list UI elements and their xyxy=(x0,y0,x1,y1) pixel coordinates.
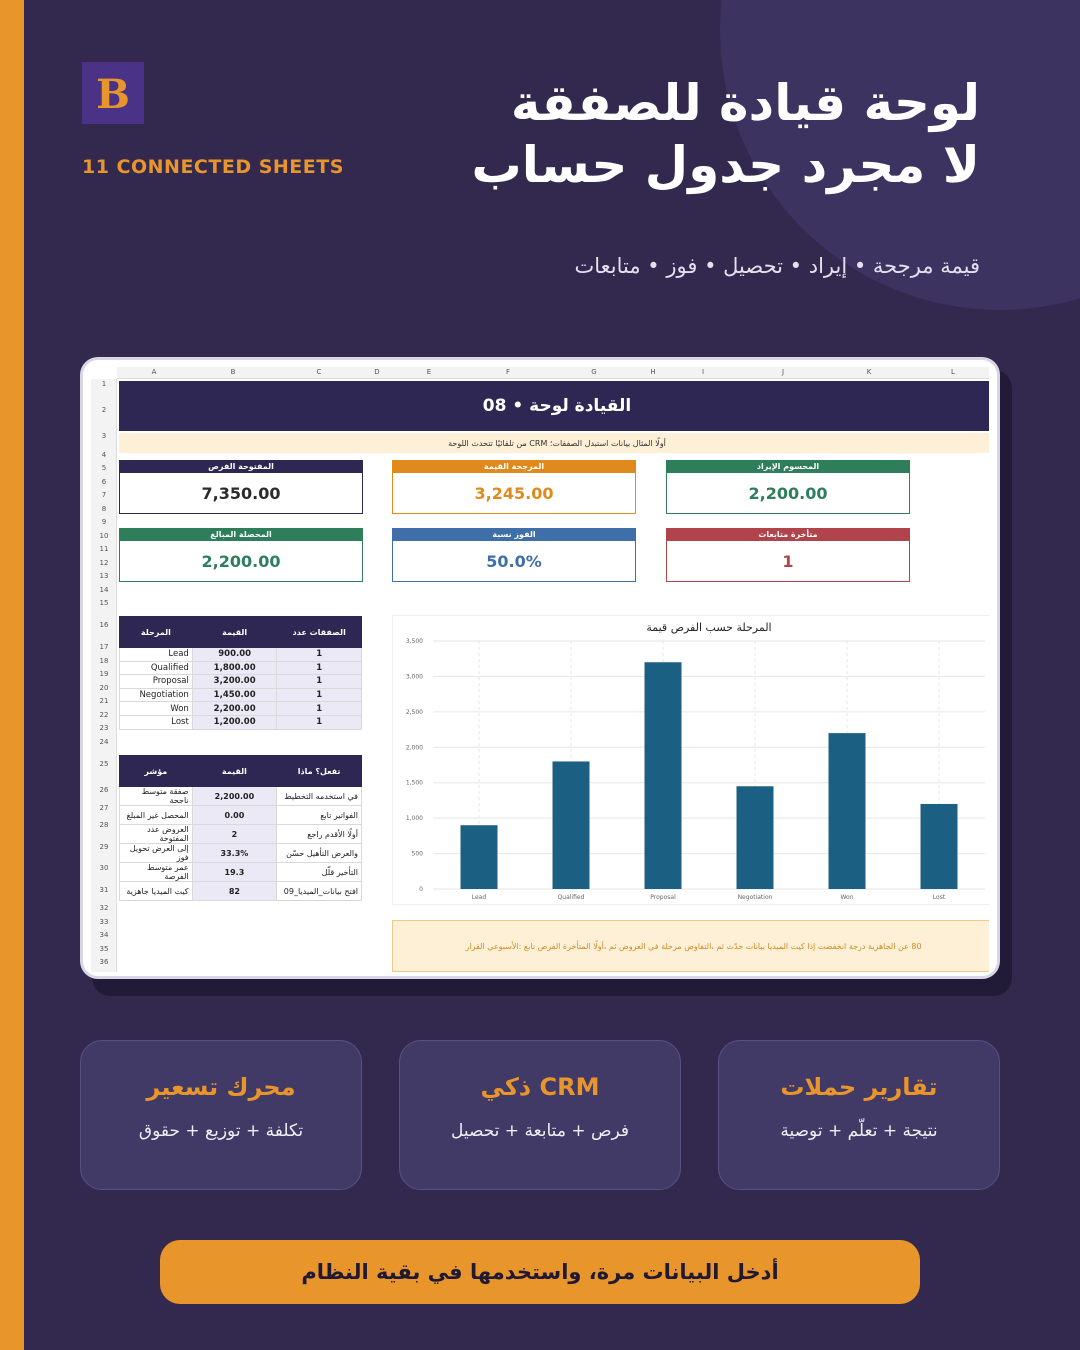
kpi-label: المفتوحة الفرص xyxy=(119,460,363,473)
kpi-card xyxy=(392,528,636,582)
stage-cell-stage: Lost xyxy=(120,715,193,729)
row-header: 4 xyxy=(101,451,107,459)
stage-cell-stage: Proposal xyxy=(120,675,193,689)
row-header: 3 xyxy=(101,432,107,440)
row-header: 23 xyxy=(99,724,109,732)
stage-table-header-count: الصفقات عدد xyxy=(277,617,362,648)
kpi-label: المحصلة المبالغ xyxy=(119,528,363,541)
table-row xyxy=(120,882,362,901)
brand-logo xyxy=(82,62,144,124)
weekly-decision-callout: 80 عن الجاهزية درجة انخفضت إذا كيت الميديا بيانات حدّث ثم ،التفاوض مرحلة في العروض ثم ،أولًا المتأخرة الفرص تابع :الأسبوعي القرار xyxy=(392,920,989,972)
metric-table-header-action: تفعل؟ ماذا xyxy=(277,756,362,787)
row-header: 14 xyxy=(99,586,109,594)
stage-cell-value: 1,800.00 xyxy=(192,661,277,675)
table-row xyxy=(120,702,362,716)
kpi-label: المرجحة القيمة xyxy=(392,460,636,473)
x-tick-label: Lost xyxy=(932,894,946,901)
row-header: 5 xyxy=(101,464,107,472)
column-header: A xyxy=(151,368,157,376)
column-headers xyxy=(117,367,989,379)
page-subtitle: قيمة مرجحة • إيراد • تحصيل • فوز • متابعات xyxy=(574,254,980,278)
row-header: 6 xyxy=(101,478,107,486)
table-row xyxy=(120,825,362,844)
stage-cell-value: 3,200.00 xyxy=(192,675,277,689)
row-header: 27 xyxy=(99,804,109,812)
metric-cell-action: أولًا الأقدم راجع xyxy=(277,825,362,844)
chart-title: المرحلة حسب الفرص قيمة xyxy=(646,621,772,634)
stage-cell-stage: Negotiation xyxy=(120,688,193,702)
row-header: 10 xyxy=(99,532,109,540)
metric-cell-action: والعرض التأهيل حسّن xyxy=(277,844,362,863)
y-tick-label: 2,500 xyxy=(405,708,423,716)
row-header: 24 xyxy=(99,738,109,746)
x-tick-label: Negotiation xyxy=(737,894,773,901)
metric-cell-value: 2 xyxy=(192,825,277,844)
stage-cell-count: 1 xyxy=(277,715,362,729)
row-header: 26 xyxy=(99,786,109,794)
row-header: 9 xyxy=(101,518,107,526)
stage-table-header-stage: المرحلة xyxy=(120,617,193,648)
column-header: I xyxy=(701,368,705,376)
y-tick-label: 3,000 xyxy=(405,673,423,681)
metric-cell-metric: إلى العرض تحويل فوز xyxy=(120,844,193,863)
table-row xyxy=(120,648,362,662)
kpi-value: 7,350.00 xyxy=(119,473,363,514)
column-header: C xyxy=(316,368,322,376)
tagline: 11 CONNECTED SHEETS xyxy=(82,156,344,178)
kpi-value: 3,245.00 xyxy=(392,473,636,514)
stage-table xyxy=(119,616,362,730)
stage-cell-count: 1 xyxy=(277,648,362,662)
metric-table-header-value: القيمة xyxy=(192,756,277,787)
metric-cell-metric: عمر متوسط الفرصة xyxy=(120,863,193,882)
cta-banner: أدخل البيانات مرة، واستخدمها في بقية النظام xyxy=(160,1240,920,1304)
table-row xyxy=(120,661,362,675)
row-header: 36 xyxy=(99,958,109,966)
x-tick-label: Lead xyxy=(471,894,487,901)
stage-cell-stage: Won xyxy=(120,702,193,716)
y-tick-label: 500 xyxy=(411,850,423,858)
bar-lost xyxy=(921,804,958,889)
column-header: D xyxy=(374,368,380,376)
row-header: 13 xyxy=(99,572,109,580)
metric-cell-action: في استخدمه التخطيط xyxy=(277,787,362,806)
kpi-value: 2,200.00 xyxy=(666,473,910,514)
row-header: 34 xyxy=(99,931,109,939)
metric-cell-value: 33.3% xyxy=(192,844,277,863)
card-smart-crm xyxy=(399,1040,681,1190)
x-tick-label: Qualified xyxy=(557,894,585,901)
stage-cell-count: 1 xyxy=(277,702,362,716)
stage-cell-stage: Qualified xyxy=(120,661,193,675)
row-header: 12 xyxy=(99,559,109,567)
table-row xyxy=(120,844,362,863)
bar-qualified xyxy=(553,761,590,889)
row-header: 16 xyxy=(99,621,109,629)
stage-cell-value: 1,450.00 xyxy=(192,688,277,702)
page-title-line-1: لوحة قيادة للصفقة xyxy=(510,74,980,132)
stage-cell-count: 1 xyxy=(277,661,362,675)
stage-cell-count: 1 xyxy=(277,675,362,689)
dashboard-banner: القيادة لوحة • 08 xyxy=(119,381,989,431)
y-tick-label: 1,500 xyxy=(405,779,423,787)
stage-table-header-value: القيمة xyxy=(192,617,277,648)
row-header: 22 xyxy=(99,711,109,719)
kpi-card xyxy=(666,528,910,582)
spreadsheet-grid xyxy=(91,367,989,972)
card-title: CRM ذكي xyxy=(480,1073,600,1101)
row-header: 35 xyxy=(99,945,109,953)
stage-cell-stage: Lead xyxy=(120,648,193,662)
metric-cell-value: 82 xyxy=(192,882,277,901)
metric-cell-action: التأخير قلّل xyxy=(277,863,362,882)
column-header: H xyxy=(650,368,656,376)
bar-lead xyxy=(461,825,498,889)
table-row xyxy=(120,806,362,825)
row-header: 20 xyxy=(99,684,109,692)
kpi-card xyxy=(119,528,363,582)
column-header: K xyxy=(866,368,872,376)
row-header: 15 xyxy=(99,599,109,607)
table-row xyxy=(120,688,362,702)
row-header: 21 xyxy=(99,697,109,705)
left-accent-bar xyxy=(0,0,24,1350)
card-subtitle: فرص + متابعة + تحصيل xyxy=(450,1121,630,1141)
page-title xyxy=(471,72,980,196)
page-title-line-2: لا مجرد جدول حساب xyxy=(471,136,980,194)
row-header: 28 xyxy=(99,821,109,829)
metric-table xyxy=(119,755,362,901)
bar-negotiation xyxy=(737,786,774,889)
row-header: 7 xyxy=(101,491,107,499)
row-header: 31 xyxy=(99,886,109,894)
row-header: 8 xyxy=(101,505,107,513)
stage-cell-count: 1 xyxy=(277,688,362,702)
spreadsheet-preview xyxy=(80,357,1000,979)
table-row xyxy=(120,787,362,806)
metric-table-header-metric: مؤشر xyxy=(120,756,193,787)
row-header: 1 xyxy=(101,380,107,388)
bar-proposal xyxy=(645,662,682,889)
column-header: J xyxy=(781,368,785,376)
kpi-card xyxy=(392,460,636,514)
kpi-label: متأخرة متابعات xyxy=(666,528,910,541)
card-campaign-reports xyxy=(718,1040,1000,1190)
column-header: G xyxy=(591,368,597,376)
x-tick-label: Proposal xyxy=(650,894,676,901)
row-header: 17 xyxy=(99,643,109,651)
row-header: 32 xyxy=(99,904,109,912)
metric-cell-action: افتح بيانات_الميديا_09 xyxy=(277,882,362,901)
table-row xyxy=(120,715,362,729)
column-header: B xyxy=(230,368,236,376)
table-row xyxy=(120,863,362,882)
card-title: محرك تسعير xyxy=(146,1073,296,1101)
card-subtitle: تكلفة + توزيع + حقوق xyxy=(138,1121,304,1141)
row-header: 2 xyxy=(101,406,107,414)
stage-value-chart xyxy=(392,615,989,905)
logo-b-icon xyxy=(93,70,133,116)
row-header: 18 xyxy=(99,657,109,665)
row-header: 25 xyxy=(99,760,109,768)
column-header: L xyxy=(951,368,955,376)
svg-text:B: B xyxy=(96,71,130,116)
y-tick-label: 2,000 xyxy=(405,744,423,752)
card-subtitle: نتيجة + تعلّم + توصية xyxy=(780,1121,938,1141)
row-header: 11 xyxy=(99,545,109,553)
kpi-card xyxy=(666,460,910,514)
row-headers xyxy=(91,379,117,972)
metric-cell-metric: كيت الميديا جاهزية xyxy=(120,882,193,901)
table-row xyxy=(120,675,362,689)
y-tick-label: 0 xyxy=(419,886,423,893)
column-header: E xyxy=(426,368,432,376)
metric-cell-value: 19.3 xyxy=(192,863,277,882)
row-header: 30 xyxy=(99,864,109,872)
kpi-value: 2,200.00 xyxy=(119,541,363,582)
column-header: F xyxy=(505,368,511,376)
card-title: تقارير حملات xyxy=(780,1073,938,1101)
kpi-label: الفوز نسبة xyxy=(392,528,636,541)
metric-cell-metric: صفقة متوسط ناجحة xyxy=(120,787,193,806)
kpi-value: 50.0% xyxy=(392,541,636,582)
y-tick-label: 1,000 xyxy=(405,815,423,823)
y-tick-label: 3,500 xyxy=(405,638,423,645)
info-note: أولًا المثال بيانات استبدل الصفقات؛ CRM من تلقائيًا تتحدث اللوحة xyxy=(119,433,989,453)
stage-cell-value: 1,200.00 xyxy=(192,715,277,729)
chart-svg xyxy=(393,616,989,906)
stage-cell-value: 900.00 xyxy=(192,648,277,662)
bar-won xyxy=(829,733,866,889)
kpi-value: 1 xyxy=(666,541,910,582)
x-tick-label: Won xyxy=(840,894,854,901)
metric-cell-metric: المحصل غير المبلغ xyxy=(120,806,193,825)
metric-cell-metric: العروض عدد المفتوحة xyxy=(120,825,193,844)
row-header: 33 xyxy=(99,918,109,926)
kpi-label: المحسوم الإيراد xyxy=(666,460,910,473)
metric-cell-value: 0.00 xyxy=(192,806,277,825)
row-header: 19 xyxy=(99,670,109,678)
kpi-card xyxy=(119,460,363,514)
metric-cell-action: الفواتير تابع xyxy=(277,806,362,825)
card-pricing-engine xyxy=(80,1040,362,1190)
metric-cell-value: 2,200.00 xyxy=(192,787,277,806)
stage-cell-value: 2,200.00 xyxy=(192,702,277,716)
row-header: 29 xyxy=(99,843,109,851)
